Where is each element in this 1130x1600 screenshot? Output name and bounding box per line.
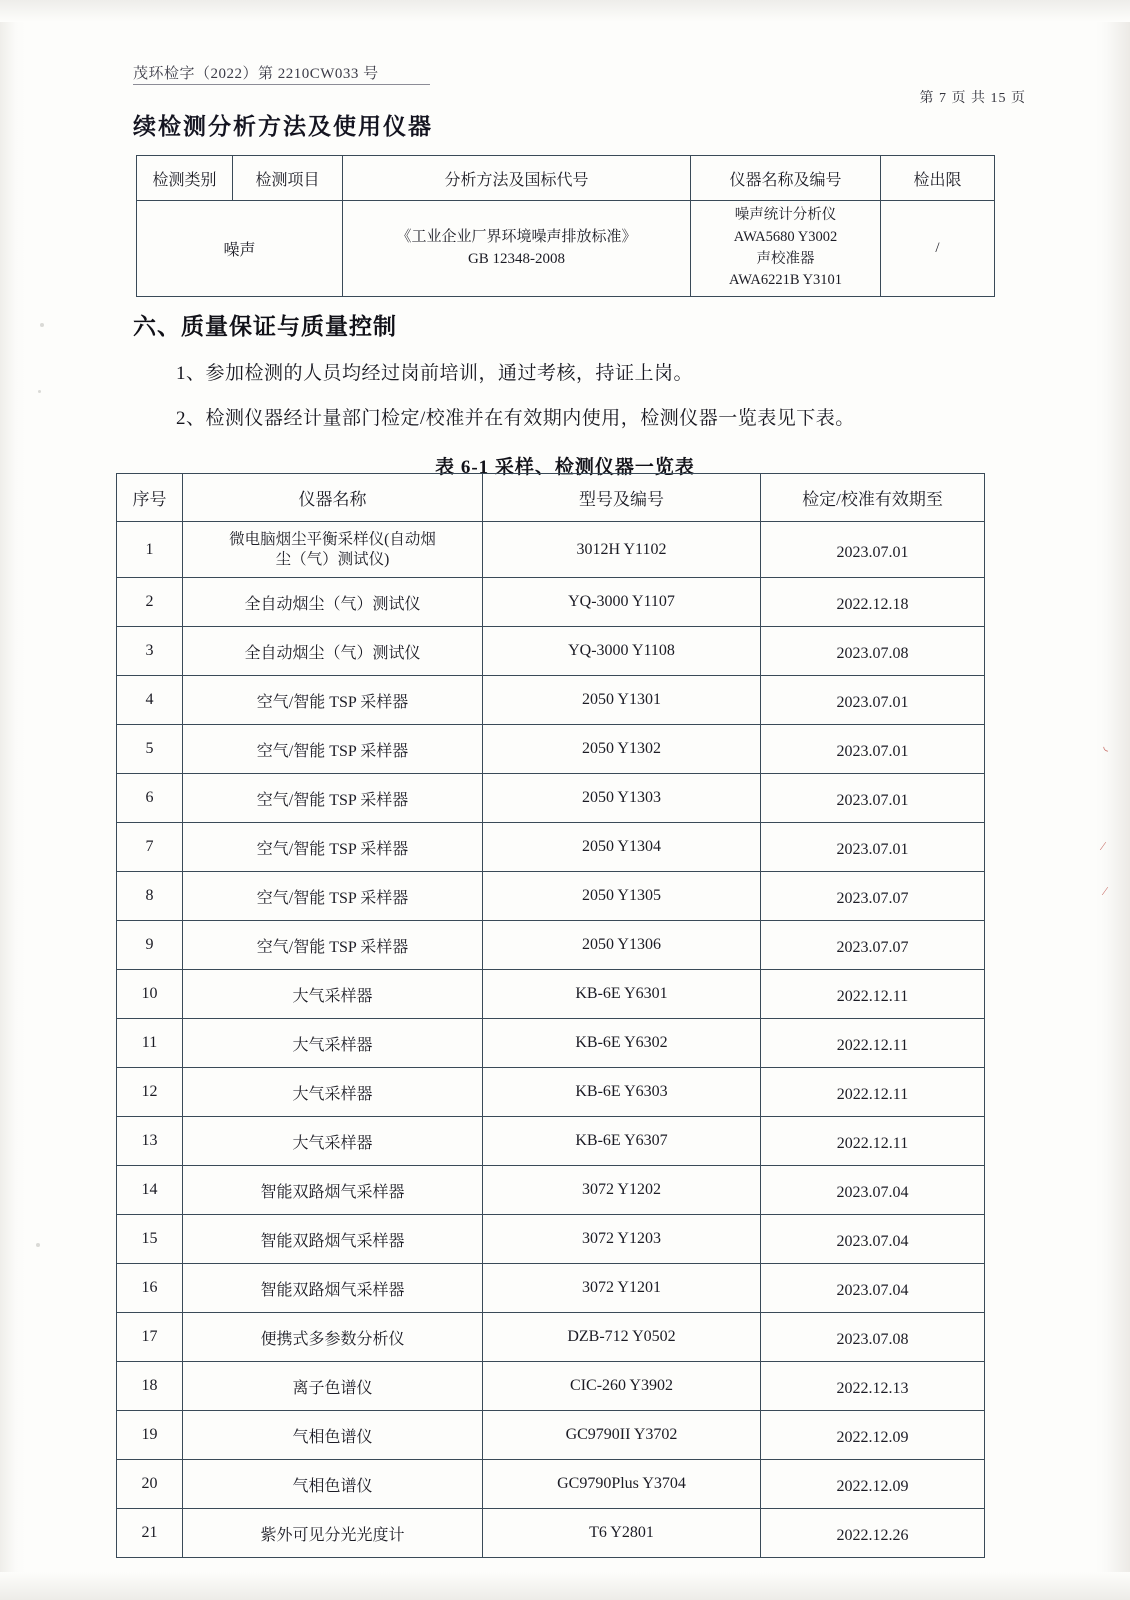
table-row: [137, 201, 995, 297]
table-row: [117, 1509, 985, 1558]
table-row: [117, 823, 985, 872]
row-instrument-name: 空气/智能 TSP 采样器: [183, 872, 483, 921]
margin-red-mark: ∕: [1103, 884, 1106, 898]
row-model: YQ-3000 Y1108: [483, 627, 761, 676]
instrument-code-2: AWA6221B Y3101: [728, 272, 843, 289]
methods-table-header-row: [137, 156, 995, 201]
instrument-header-name: 仪器名称: [183, 474, 483, 522]
row-instrument-name: 大气采样器: [183, 970, 483, 1019]
page-number: 第 7 页 共 15 页: [919, 91, 1026, 106]
scan-speck: [38, 390, 41, 393]
methods-cell-method: [343, 201, 691, 297]
row-instrument-name: 空气/智能 TSP 采样器: [183, 823, 483, 872]
row-no: 9: [117, 921, 183, 970]
instrument-name-1: 噪声统计分析仪: [734, 207, 837, 223]
row-model: GC9790II Y3702: [483, 1411, 761, 1460]
row-model: 2050 Y1302: [483, 725, 761, 774]
row-no: 18: [117, 1362, 183, 1411]
instrument-header-model: 型号及编号: [483, 474, 761, 522]
row-valid-date: 2022.12.11: [761, 1022, 985, 1071]
methods-header-item: 检测项目: [233, 156, 343, 201]
row-instrument-name: 空气/智能 TSP 采样器: [183, 725, 483, 774]
row-instrument-name: 智能双路烟气采样器: [183, 1166, 483, 1215]
margin-red-mark: ◟: [1103, 739, 1108, 753]
row-no: 6: [117, 774, 183, 823]
row-valid-date: 2023.07.04: [761, 1169, 985, 1218]
instrument-code-1: AWA5680 Y3002: [733, 228, 838, 245]
paragraph-two: 2、检测仪器经计量部门检定/校准并在有效期内使用，检测仪器一览表见下表。: [176, 408, 855, 429]
table-row: [117, 1313, 985, 1362]
instrument-table-header-row: [117, 474, 985, 522]
row-no: 20: [117, 1460, 183, 1509]
table-row: [117, 1411, 985, 1460]
scan-speck: [36, 1243, 40, 1247]
row-no: 1: [117, 522, 183, 578]
row-valid-date: 2023.07.01: [761, 777, 985, 826]
method-standard-name: 《工业企业厂界环境噪声排放标准》: [396, 228, 637, 245]
row-no: 4: [117, 676, 183, 725]
row-no: 8: [117, 872, 183, 921]
row-model: 3012H Y1102: [483, 522, 761, 578]
row-model: KB-6E Y6301: [483, 970, 761, 1019]
table-row: [117, 578, 985, 627]
row-instrument-name: 气相色谱仪: [183, 1411, 483, 1460]
row-instrument-name: [183, 522, 483, 578]
methods-cell-detection-limit: /: [881, 201, 995, 297]
row-no: 10: [117, 970, 183, 1019]
row-instrument-name: 大气采样器: [183, 1068, 483, 1117]
methods-header-method: 分析方法及国标代号: [343, 156, 691, 201]
methods-cell-category: 噪声: [137, 201, 343, 297]
instrument-table-caption: 表 6-1 采样、检测仪器一览表: [435, 457, 695, 478]
row-valid-date: 2022.12.09: [761, 1414, 985, 1463]
row-valid-date: 2023.07.01: [761, 826, 985, 875]
table-row: [117, 1166, 985, 1215]
row-valid-date: 2022.12.11: [761, 1120, 985, 1169]
row-instrument-name: 大气采样器: [183, 1019, 483, 1068]
row-no: 12: [117, 1068, 183, 1117]
table-row: [117, 1264, 985, 1313]
row-valid-date: 2023.07.01: [761, 679, 985, 728]
table-row: [117, 774, 985, 823]
row-no: 3: [117, 627, 183, 676]
table-row: [117, 1215, 985, 1264]
row-valid-date: 2023.07.04: [761, 1218, 985, 1267]
method-standard-code: GB 12348-2008: [467, 250, 566, 267]
table-row: [117, 872, 985, 921]
row-valid-date: 2023.07.01: [761, 525, 985, 581]
row-model: KB-6E Y6302: [483, 1019, 761, 1068]
row-valid-date: 2023.07.08: [761, 630, 985, 679]
report-code: 茂环检字（2022）第 2210CW033 号: [133, 66, 379, 82]
section-heading-six: 六、质量保证与质量控制: [133, 314, 397, 339]
row-no: 14: [117, 1166, 183, 1215]
table-row: [117, 1460, 985, 1509]
paragraph-one: 1、参加检测的人员均经过岗前培训，通过考核，持证上岗。: [176, 363, 694, 384]
margin-red-mark: ∕: [1101, 839, 1104, 853]
row-model: KB-6E Y6303: [483, 1068, 761, 1117]
row-valid-date: 2022.12.26: [761, 1512, 985, 1561]
row-model: YQ-3000 Y1107: [483, 578, 761, 627]
row-no: 2: [117, 578, 183, 627]
row-no: 5: [117, 725, 183, 774]
row-instrument-name: 智能双路烟气采样器: [183, 1264, 483, 1313]
row-model: 2050 Y1306: [483, 921, 761, 970]
instrument-name-2: 声校准器: [756, 250, 815, 267]
methods-cell-instrument: [691, 201, 881, 297]
row-model: 2050 Y1305: [483, 872, 761, 921]
row-no: 21: [117, 1509, 183, 1558]
table-row: [117, 676, 985, 725]
row-model: 3072 Y1203: [483, 1215, 761, 1264]
header-underline: [133, 84, 430, 85]
table-row: [117, 970, 985, 1019]
table-row: [117, 725, 985, 774]
table-row: [117, 627, 985, 676]
instrument-header-valid: 检定/校准有效期至: [761, 474, 985, 522]
row-model: 2050 Y1304: [483, 823, 761, 872]
row-instrument-name: 全自动烟尘（气）测试仪: [183, 627, 483, 676]
row-instrument-name: 气相色谱仪: [183, 1460, 483, 1509]
row-valid-date: 2022.12.09: [761, 1463, 985, 1512]
instrument-list-table: [116, 473, 985, 1558]
row-instrument-name: 空气/智能 TSP 采样器: [183, 921, 483, 970]
instrument-table-body: [117, 522, 985, 1558]
page-edge-shadow-bottom: [0, 1572, 1130, 1600]
methods-table: [136, 155, 995, 297]
row-valid-date: 2023.07.01: [761, 728, 985, 777]
instrument-name-line1: 微电脑烟尘平衡采样仪(自动烟: [229, 531, 436, 549]
methods-header-category: 检测类别: [137, 156, 233, 201]
continued-section-title: 续检测分析方法及使用仪器: [133, 114, 433, 139]
table-row: [117, 1019, 985, 1068]
row-model: T6 Y2801: [483, 1509, 761, 1558]
methods-header-instrument: 仪器名称及编号: [691, 156, 881, 201]
row-model: 3072 Y1202: [483, 1166, 761, 1215]
row-valid-date: 2023.07.07: [761, 924, 985, 973]
row-no: 17: [117, 1313, 183, 1362]
row-instrument-name: 离子色谱仪: [183, 1362, 483, 1411]
row-model: 3072 Y1201: [483, 1264, 761, 1313]
page-edge-shadow-left: [0, 0, 26, 1600]
row-no: 7: [117, 823, 183, 872]
row-instrument-name: 智能双路烟气采样器: [183, 1215, 483, 1264]
row-no: 19: [117, 1411, 183, 1460]
row-model: CIC-260 Y3902: [483, 1362, 761, 1411]
row-valid-date: 2023.07.08: [761, 1316, 985, 1365]
instrument-name-line2: 尘（气）测试仪): [275, 550, 390, 568]
row-model: DZB-712 Y0502: [483, 1313, 761, 1362]
row-instrument-name: 空气/智能 TSP 采样器: [183, 774, 483, 823]
row-model: 2050 Y1303: [483, 774, 761, 823]
row-instrument-name: 便携式多参数分析仪: [183, 1313, 483, 1362]
row-instrument-name: 紫外可见分光光度计: [183, 1509, 483, 1558]
row-valid-date: 2022.12.18: [761, 581, 985, 630]
row-no: 11: [117, 1019, 183, 1068]
row-no: 16: [117, 1264, 183, 1313]
row-model: GC9790Plus Y3704: [483, 1460, 761, 1509]
row-valid-date: 2023.07.04: [761, 1267, 985, 1316]
page-edge-shadow-top: [0, 0, 1130, 22]
row-instrument-name: 全自动烟尘（气）测试仪: [183, 578, 483, 627]
row-valid-date: 2023.07.07: [761, 875, 985, 924]
scan-speck: [40, 323, 44, 327]
table-row: [117, 1362, 985, 1411]
row-instrument-name: 大气采样器: [183, 1117, 483, 1166]
table-row: [117, 522, 985, 578]
page-edge-shadow-right: [1096, 0, 1130, 1600]
row-valid-date: 2022.12.13: [761, 1365, 985, 1414]
row-instrument-name: 空气/智能 TSP 采样器: [183, 676, 483, 725]
row-no: 15: [117, 1215, 183, 1264]
row-model: 2050 Y1301: [483, 676, 761, 725]
methods-header-limit: 检出限: [881, 156, 995, 201]
row-model: KB-6E Y6307: [483, 1117, 761, 1166]
row-valid-date: 2022.12.11: [761, 973, 985, 1022]
row-no: 13: [117, 1117, 183, 1166]
instrument-header-no: 序号: [117, 474, 183, 522]
row-valid-date: 2022.12.11: [761, 1071, 985, 1120]
table-row: [117, 921, 985, 970]
table-row: [117, 1068, 985, 1117]
table-row: [117, 1117, 985, 1166]
